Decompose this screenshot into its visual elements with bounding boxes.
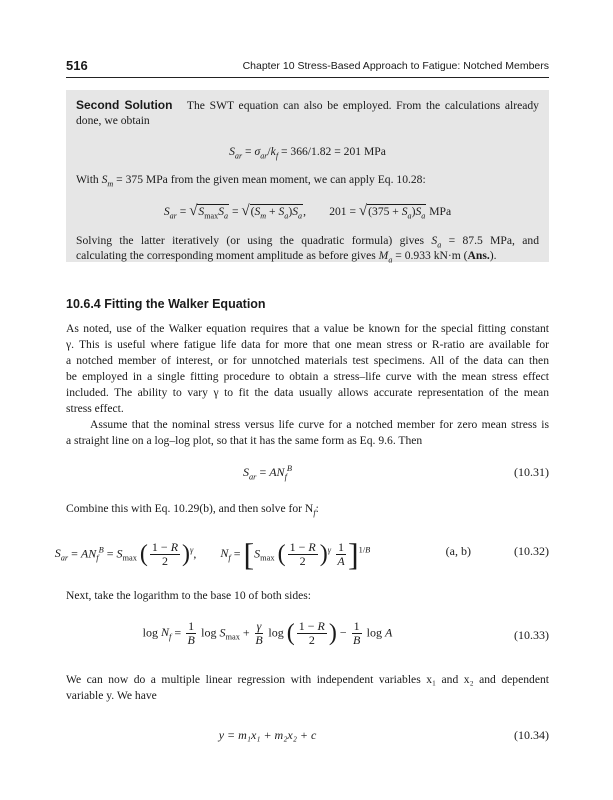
equation-swt-sqrt: $S_{ar} = √S_{max}S_a = √(S_m + S_a)S_a$, $201 = √(375 + S_a)S_a$ MPa — [163, 203, 452, 221]
equation-number: (10.34) — [514, 728, 549, 742]
equation-label-ab: (a, b) — [445, 544, 471, 558]
section-title: 10.6.4 Fitting the Walker Equation — [66, 297, 266, 311]
solution-title: Second Solution — [76, 98, 173, 112]
equation-number: (10.33) — [514, 628, 549, 642]
paragraph-combine: Combine this with Eq. 10.29(b), and then solve for $N_f$: — [66, 502, 319, 518]
equation-number: (10.31) — [514, 465, 549, 479]
solve-line-2: calculating the corresponding moment amplitude as before gives $M_a = 0.933$ kN·m (Ans.). — [76, 249, 497, 265]
page-number: 516 — [66, 58, 88, 73]
equation-10-32: $S_{ar} = AN_f^B = S_{max}$ ( $\frac{1 - R}{2}$ )$^\gamma$, $N_f = [S_{max}$ ( $\frac{1 - R}{2}$ )$^\gamma$ $\frac{1}{A}$ ]$^{1/B}$ (a, b) (10.32) — [54, 536, 549, 572]
paragraph-walker-intro: As noted, use of the Walker equation requires that a value be known for the special fitting constant γ. This is useful where fatigue life data for more that one mean stress or R-ratio are available for a notched member of interest, or for unnotched materials test specimens. All of the data can then be employed in a single fitting procedure to obtain a stress–life curve with the mean stress effect included. The ability to vary γ to fit the data usually allows accurate representation of the mean stress effect. Assume that the nominal stress versus life curve for a notched member for zero mean stress is a straight line on a log–log plot, so that it has the same form as Eq. 9.6. Then — [66, 322, 549, 447]
equation-number: (10.32) — [514, 544, 549, 558]
solution-intro-line-2: done, we obtain — [76, 114, 150, 127]
second-solution-box — [66, 90, 549, 265]
equation-10-31: $S_{ar} = AN_f^B$ (10.31) — [242, 464, 549, 482]
paragraph-logarithm: Next, take the logarithm to the base 10 of both sides: — [66, 589, 312, 602]
header-rule — [66, 77, 549, 78]
running-head: Chapter 10 Stress-Based Approach to Fatigue: Notched Members — [242, 60, 549, 72]
solution-intro-line: Second Solution The SWT equation can also be employed. From the calculations already — [76, 98, 539, 112]
solve-line-1: Solving the latter iteratively (or using the quadratic formula) gives $S_a = 87.5$ MPa, and — [76, 234, 540, 250]
page-header — [66, 56, 549, 76]
equation-10-34: y = m₁x₁ + m₂x₂ + c (10.34) — [218, 728, 549, 742]
equation-sar-swt: $S_{ar} = \sigma_{ar}/k_f = 366/1.82 = 201$ MPa — [229, 145, 386, 161]
paragraph-regression: We can now do a multiple linear regression with independent variables x₁ and x₂ and dependent variable y. We have — [66, 673, 549, 702]
equation-10-33: $\log N_f$ = $\frac{1}{B}$ $\log S_{max}$ + $\frac{\gamma}{B}$ log ( $\frac{1 - R}{2}$ ) − $\frac{1}{B}$ log A (10.33) — [142, 619, 549, 647]
with-sm-line: With $S_m = 375$ MPa from the given mean moment, we can apply Eq. 10.28: — [76, 173, 426, 189]
